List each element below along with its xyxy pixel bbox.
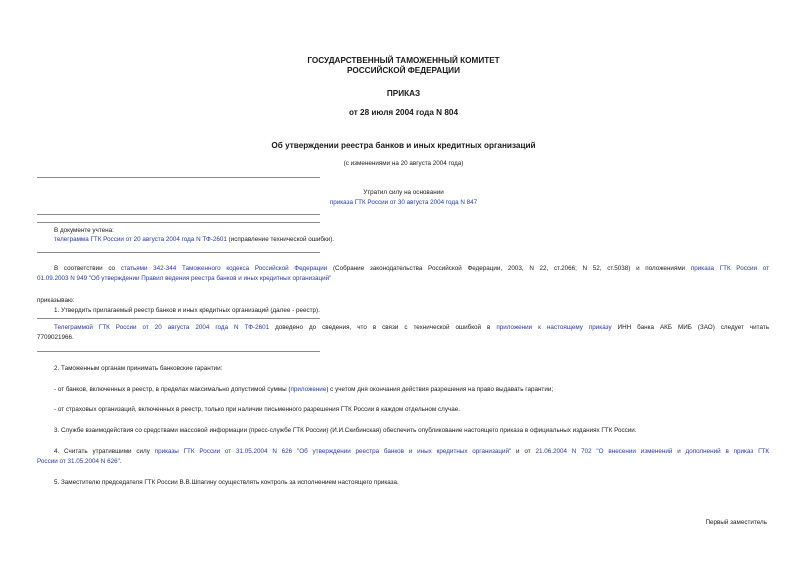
item-5: 5. Заместителю председателя ГТК России В.В.Шпагину осуществлять контроль за исполнением настоящего приказа. [54, 479, 399, 486]
divider [37, 252, 320, 253]
order-626-link[interactable]: приказы ГТК России от 31.05.2004 N 626 "Об утверждении реестра банков и иных кредитных организаций" [154, 448, 512, 455]
appendix-link[interactable]: приложение [290, 386, 327, 393]
appendix-link[interactable]: приложении к настоящему приказу [496, 324, 612, 331]
bullet-1 [54, 386, 553, 395]
note-line-1 [54, 324, 769, 333]
considered-line [54, 236, 334, 245]
agency-line-2: РОССИЙСКОЙ ФЕДЕРАЦИИ [347, 66, 460, 75]
item-4-tail: . [119, 458, 122, 465]
considered-link[interactable]: телеграмма ГТК России от 20 августа 2004 года N ТФ-2601 [54, 236, 227, 243]
document-date-number: от 28 июля 2004 года N 804 [348, 108, 459, 117]
bullet-1-text-2: ) с учетом дня окончания действия разрешения на право выдавать гарантии; [326, 386, 554, 393]
note-text-1: доведено до сведения, что в связи с технической ошибкой в [269, 324, 497, 331]
bullet-2: - от страховых организаций, включенных в реестр, только при наличии письменного разрешения ГТК России в каждом отдельном случае. [54, 406, 461, 413]
preamble-line-1 [54, 265, 769, 274]
preamble-text-1: В соответствии со [54, 265, 121, 272]
preamble-line-2 [37, 275, 331, 284]
amendments-note: (с изменениями на 20 августа 2004 года) [343, 160, 464, 167]
item-4-text-1: 4. Считать утратившими силу [54, 448, 155, 455]
item-4-line-2 [37, 458, 122, 467]
note-line-2: 7709021966. [37, 334, 74, 341]
considered-label: В документе учтена: [54, 227, 114, 234]
document-title: Об утверждении реестра банков и иных кредитных организаций [271, 141, 536, 150]
considered-suffix: (исправление технической ошибки). [226, 236, 335, 243]
order-949-link-part2[interactable]: 01.09.2003 N 949 "Об утверждении Правил ведения реестра банков и иных кредитных организаций" [37, 275, 332, 282]
divider [37, 177, 320, 178]
note-text-2: ИНН банка АКБ МИБ (ЗАО) следует читать [611, 324, 769, 331]
divider [37, 351, 320, 352]
order-702-link-part1[interactable]: 21.06.2004 N 702 "О внесении изменений и дополнений в приказ ГТК [535, 448, 769, 455]
telegram-link[interactable]: Телеграммой ГТК России от 20 августа 2004 года N ТФ-2601 [54, 324, 270, 331]
invalidation-link[interactable]: приказа ГТК России от 30 августа 2004 года N 847 [329, 199, 478, 206]
order-702-link-part2[interactable]: России от 31.05.2004 N 626" [37, 458, 120, 465]
order-949-link-part1[interactable]: приказа ГТК России от [690, 265, 770, 272]
signature-title: Первый заместитель [705, 519, 767, 526]
invalidation-text: Утратил силу на основании [363, 189, 444, 196]
divider [37, 318, 320, 319]
preamble-text-2: (Собрание законодательства Российской Федерации, 2003, N 22, ст.2066; N 52, ст.5038) и положениями [327, 265, 691, 272]
customs-code-link[interactable]: статьями 342-344 Таможенного кодекса Российской Федерации [120, 265, 328, 272]
divider [37, 214, 320, 215]
divider [37, 222, 320, 223]
item-4-line-1 [54, 448, 769, 457]
bullet-1-text-1: - от банков, включенных в реестр, в пределах максимально допустимой суммы ( [54, 386, 291, 393]
item-3: 3. Службе взаимодействия со средствами массовой информации (пресс-службе ГТК России) (И.И.Скибинская) обеспечить опубликование настоящего приказа в официальных изданиях ГТК России. [54, 427, 637, 434]
item-4-text-2: и от [511, 448, 536, 455]
agency-line-1: ГОСУДАРСТВЕННЫЙ ТАМОЖЕННЫЙ КОМИТЕТ [307, 56, 500, 65]
order-word: приказываю: [37, 297, 75, 304]
item-2: 2. Таможенным органам принимать банковские гарантии: [54, 365, 223, 372]
item-1: 1. Утвердить прилагаемый реестр банков и иных кредитных организаций (далее - реестр). [54, 307, 320, 314]
document-type: ПРИКАЗ [386, 89, 421, 98]
